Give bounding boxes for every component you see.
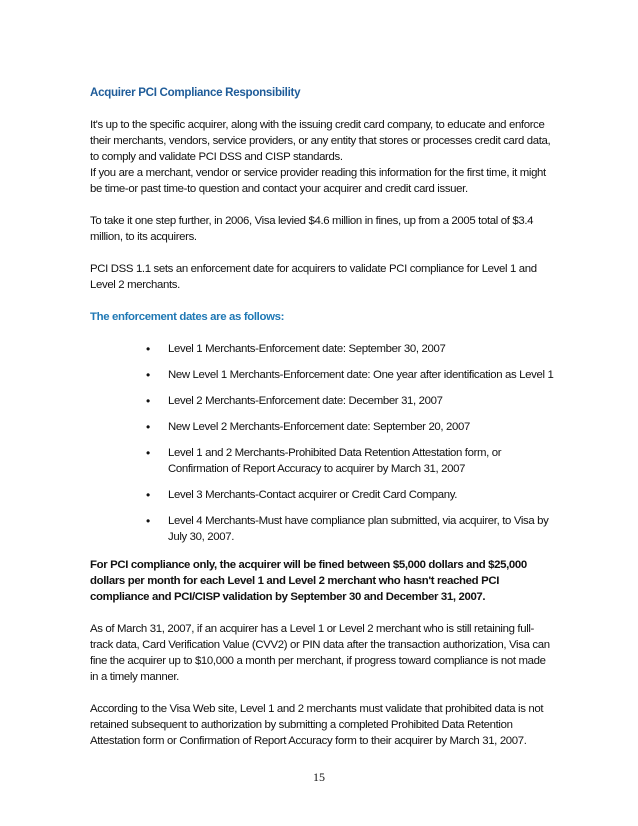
bullet-icon: • — [146, 514, 150, 528]
bullet-icon: • — [146, 342, 150, 356]
paragraph-fine-amounts: For PCI compliance only, the acquirer will be fined between $5,000 dollars and $25,000 dollars per month for each Level 1 and Level 2 merchant who hasn't reached PCI compliance and PCI/CISP validation by September 30 and December 31, 2007. — [90, 559, 527, 603]
bullet-icon: • — [146, 394, 150, 408]
list-item — [146, 367, 555, 383]
list-item — [146, 445, 555, 477]
list-item-text: Level 1 Merchants-Enforcement date: September 30, 2007 — [168, 343, 446, 355]
paragraph-text: It's up to the specific acquirer, along with the issuing credit card company, to educate and enforce their merchants, vendors, service providers, or any entity that stores or processes credit card data, to comply and validate PCI DSS and CISP standards. — [90, 119, 551, 163]
paragraph-text: If you are a merchant, vendor or service provider reading this information for the first time, it might be time-or past time-to question and contact your acquirer and credit card issuer. — [90, 167, 546, 195]
section-heading: Acquirer PCI Compliance Responsibility — [90, 86, 301, 99]
list-item-text: Level 4 Merchants-Must have compliance plan submitted, via acquirer, to Visa by July 30, 2007. — [168, 515, 549, 543]
list-item — [146, 419, 555, 435]
list-item-text: New Level 2 Merchants-Enforcement date: September 20, 2007 — [168, 421, 470, 433]
list-item — [146, 341, 555, 357]
page-number: 15 — [313, 770, 325, 784]
enforcement-dates-list — [90, 341, 555, 545]
paragraph-march-deadline: As of March 31, 2007, if an acquirer has a Level 1 or Level 2 merchant who is still retaining full-track data, Card Verification Value (CVV2) or PIN data after the transaction authorization, Visa can fine the acquirer up to $10,000 a month per merchant, if progress toward compliance is not made in a timely manner. — [90, 623, 550, 683]
list-item-text: New Level 1 Merchants-Enforcement date: One year after identification as Level 1 — [168, 369, 554, 381]
paragraph-visa-website: According to the Visa Web site, Level 1 and 2 merchants must validate that prohibited data is not retained subsequent to authorization by submitting a completed Prohibited Data Retention Attestation form or Confirmation of Report Accuracy form to their acquirer by March 31, 2007. — [90, 703, 544, 747]
bullet-icon: • — [146, 420, 150, 434]
enforcement-dates-heading: The enforcement dates are as follows: — [90, 311, 285, 323]
list-item — [146, 393, 555, 409]
list-item-text: Level 3 Merchants-Contact acquirer or Credit Card Company. — [168, 489, 458, 501]
bullet-icon: • — [146, 488, 150, 502]
list-item-text: Level 2 Merchants-Enforcement date: December 31, 2007 — [168, 395, 443, 407]
list-item-text: Level 1 and 2 Merchants-Prohibited Data Retention Attestation form, or Confirmation of Report Accuracy to acquirer by March 31, 2007 — [168, 447, 502, 475]
page-content — [90, 85, 555, 765]
paragraph-acquirer-responsibility — [90, 117, 555, 197]
paragraph-enforcement-date: PCI DSS 1.1 sets an enforcement date for acquirers to validate PCI compliance for Level 1 and Level 2 merchants. — [90, 263, 537, 291]
paragraph-visa-fines: To take it one step further, in 2006, Visa levied $4.6 million in fines, up from a 2005 total of $3.4 million, to its acquirers. — [90, 215, 534, 243]
list-item — [146, 513, 555, 545]
bullet-icon: • — [146, 446, 150, 460]
list-item — [146, 487, 555, 503]
bullet-icon: • — [146, 368, 150, 382]
